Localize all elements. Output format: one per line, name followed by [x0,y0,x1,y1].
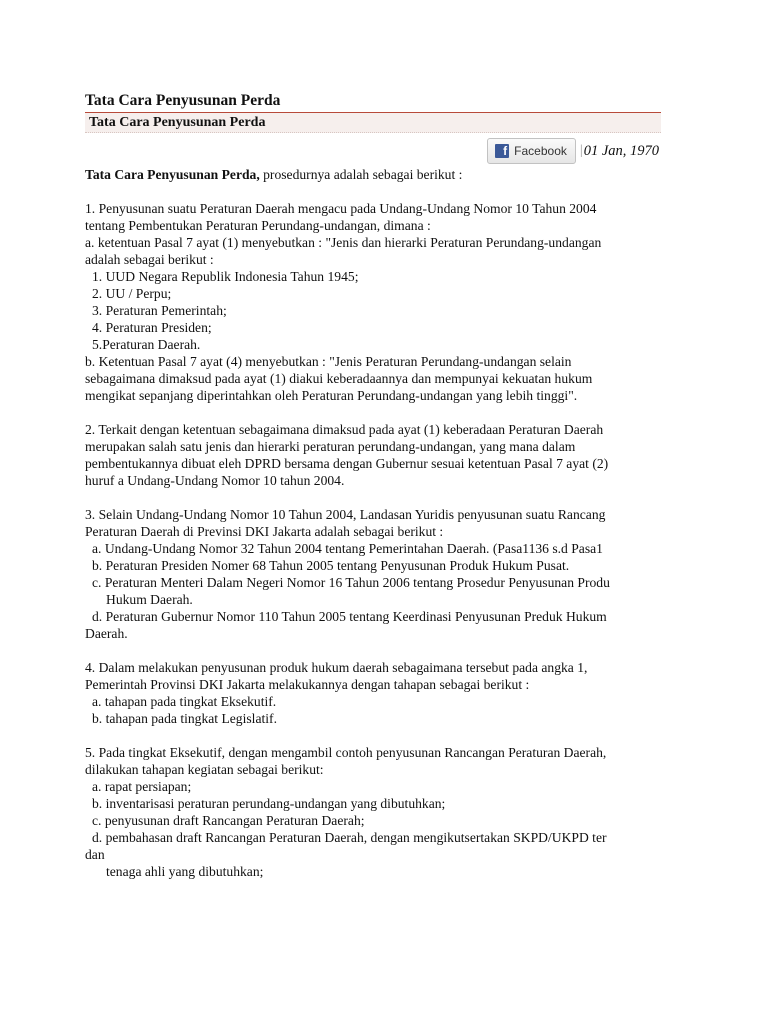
body-line: d. Peraturan Gubernur Nomor 110 Tahun 2005 tentang Keerdinasi Penyusunan Preduk Hukum [92,609,607,624]
body-line: merupakan salah satu jenis dan hierarki peraturan perundang-undangan, yang mana dalam [85,439,576,454]
date-separator: | [579,143,583,158]
body-line: dilakukan tahapan kegiatan sebagai berikut: [85,762,324,777]
body-line: 2. Terkait dengan ketentuan sebagaimana dimaksud pada ayat (1) keberadaan Peraturan Daerah [85,422,604,437]
body-line: Pemerintah Provinsi DKI Jakarta melakukannya dengan tahapan sebagai berikut : [85,677,530,692]
body-line: c. penyusunan draft Rancangan Peraturan Daerah; [92,813,365,828]
body-line: 4. Dalam melakukan penyusunan produk hukum daerah sebagaimana tersebut pada angka 1, [85,660,588,675]
body-line: 3. Peraturan Pemerintah; [92,303,227,318]
share-row [487,138,659,164]
intro-rest: prosedurnya adalah sebagai berikut : [259,167,463,182]
body-line: mengikat sepanjang diperintahkan oleh Peraturan Perundang-undangan yang lebih tinggi". [85,388,578,403]
body-line: tenaga ahli yang dibutuhkan; [106,864,264,879]
body-line: a. rapat persiapan; [92,779,192,794]
body-line: tentang Pembentukan Peraturan Perundang-undangan, dimana : [85,218,431,233]
publish-date: 01 Jan, 1970 [583,142,659,159]
body-line: a. Undang-Undang Nomor 32 Tahun 2004 tentang Pemerintahan Daerah. (Pasa1136 s.d Pasa1 [92,541,603,556]
body-line: huruf a Undang-Undang Nomor 10 tahun 2004. [85,473,345,488]
body-line: Daerah. [85,626,128,641]
body-line: 1. Penyusunan suatu Peraturan Daerah mengacu pada Undang-Undang Nomor 10 Tahun 2004 [85,201,597,216]
body-line: 4. Peraturan Presiden; [92,320,212,335]
body-line: 2. UU / Perpu; [92,286,172,301]
article-subtitle: Tata Cara Penyusunan Perda [85,113,661,133]
body-line: 5.Peraturan Daerah. [92,337,201,352]
intro-line [85,166,661,183]
body-line: dan [85,847,105,862]
body-line: a. ketentuan Pasal 7 ayat (1) menyebutkan : "Jenis dan hierarki Peraturan Perundang-undangan [85,235,602,250]
body-line: b. tahapan pada tingkat Legislatif. [92,711,277,726]
body-line: 1. UUD Negara Republik Indonesia Tahun 1945; [92,269,359,284]
facebook-share-label: Facebook [514,144,567,158]
body-line: b. Ketentuan Pasal 7 ayat (4) menyebutkan : "Jenis Peraturan Perundang-undangan selain [85,354,572,369]
body-line: 5. Pada tingkat Eksekutif, dengan mengambil contoh penyusunan Rancangan Peraturan Daerah, [85,745,607,760]
document-page [85,0,661,1024]
body-line: Peraturan Daerah di Previnsi DKI Jakarta adalah sebagai berikut : [85,524,444,539]
body-line: c. Peraturan Menteri Dalam Negeri Nomor 16 Tahun 2006 tentang Prosedur Penyusunan Produ [92,575,610,590]
body-line: pembentukannya dibuat eleh DPRD bersama dengan Gubernur sesuai ketentuan Pasal 7 ayat (2) [85,456,609,471]
body-line: b. inventarisasi peraturan perundang-undangan yang dibutuhkan; [92,796,446,811]
article-body [85,166,661,880]
facebook-share-button[interactable] [487,138,576,164]
body-line: sebagaimana dimaksud pada ayat (1) diakui keberadaannya dan mempunyai kekuatan hukum [85,371,593,386]
body-line: b. Peraturan Presiden Nomer 68 Tahun 2005 tentang Penyusunan Produk Hukum Pusat. [92,558,570,573]
facebook-icon: f [495,144,509,158]
body-line: Hukum Daerah. [106,592,193,607]
page-title: Tata Cara Penyusunan Perda [85,91,661,113]
intro-bold: Tata Cara Penyusunan Perda, [85,167,260,182]
body-line: adalah sebagai berikut : [85,252,214,267]
body-line: 3. Selain Undang-Undang Nomor 10 Tahun 2004, Landasan Yuridis penyusunan suatu Rancang [85,507,606,522]
body-line: a. tahapan pada tingkat Eksekutif. [92,694,277,709]
body-line: d. pembahasan draft Rancangan Peraturan Daerah, dengan mengikutsertakan SKPD/UKPD ter [92,830,607,845]
